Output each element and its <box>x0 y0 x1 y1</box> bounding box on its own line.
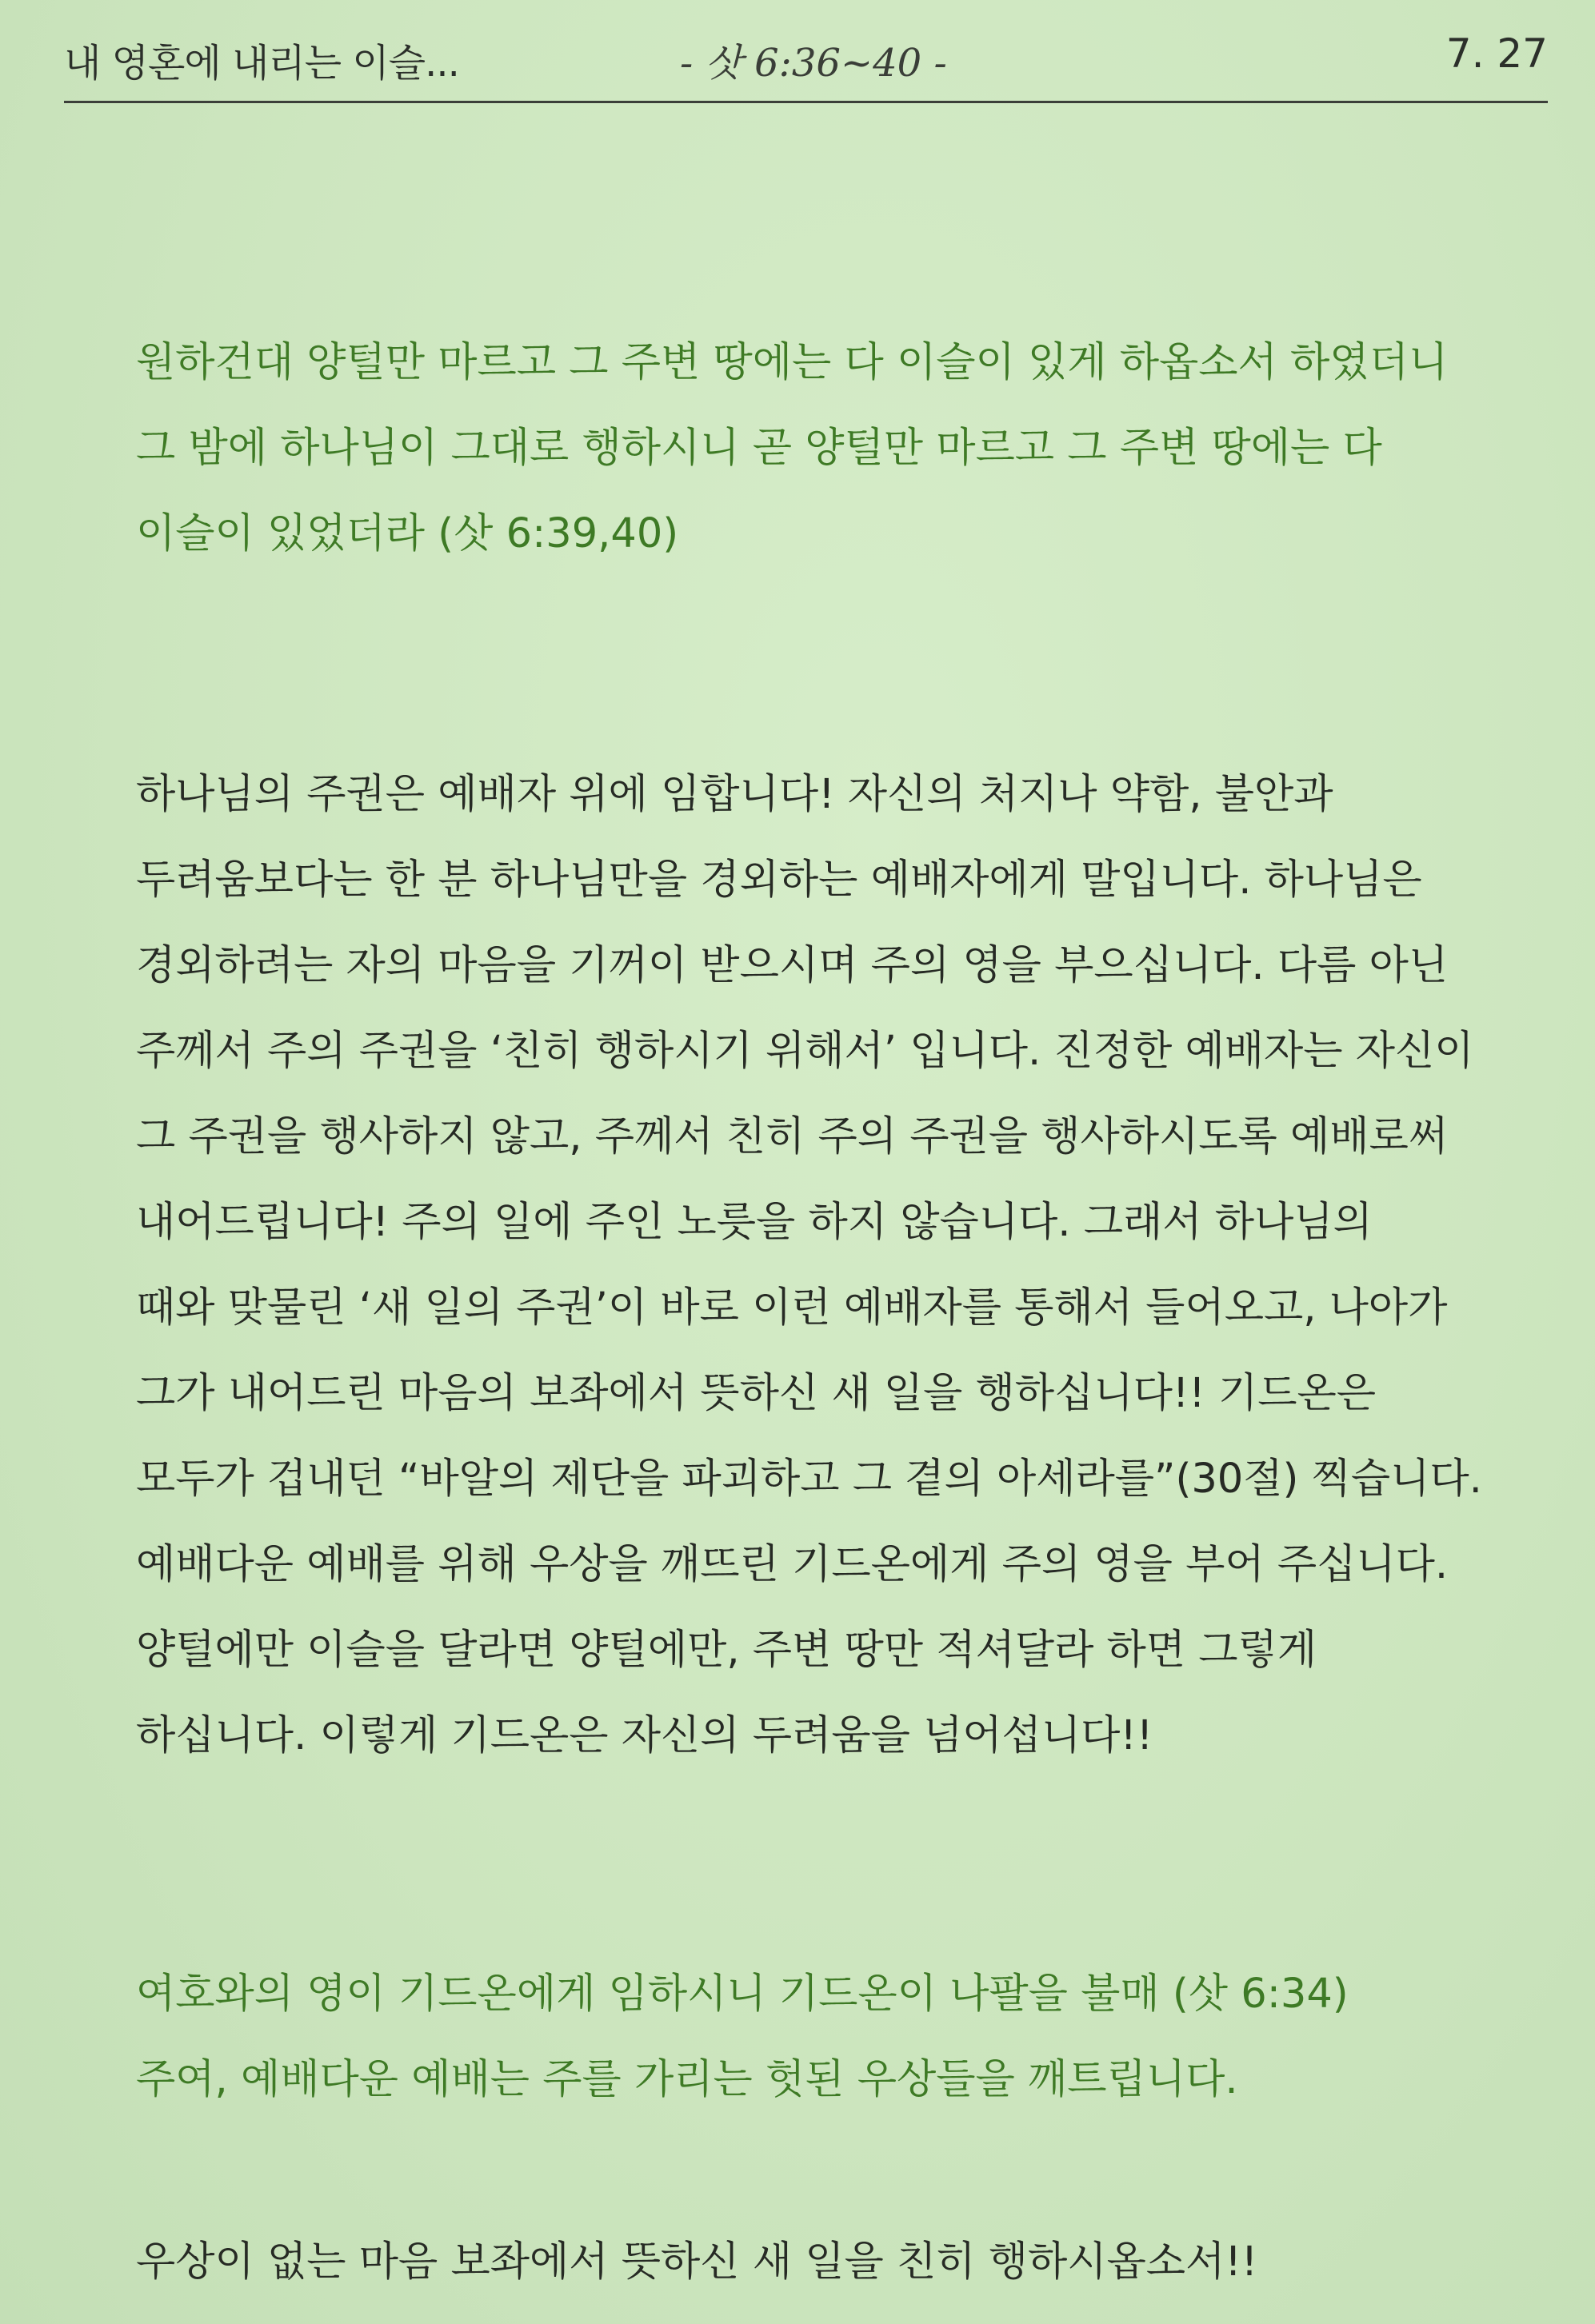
scripture-reference: - 삿 6:36~40 - <box>680 41 947 86</box>
body-line: 경외하려는 자의 마음을 기꺼이 받으시며 주의 영을 부으십니다. 다름 아닌 <box>136 942 1449 989</box>
body-line: 그 주권을 행사하지 않고, 주께서 친히 주의 주권을 행사하시도록 예배로써 <box>136 1113 1449 1160</box>
verse-line: 원하건대 양털만 마르고 그 주변 땅에는 다 이슬이 있게 하옵소서 하였더니 <box>136 339 1449 386</box>
body-line: 하십니다. 이렇게 기드온은 자신의 두려움을 넘어섭니다!! <box>136 1712 1153 1759</box>
verse-line: 이슬이 있었더라 (삿 6:39,40) <box>136 510 679 557</box>
body-line: 두려움보다는 한 분 하나님만을 경외하는 예배자에게 말입니다. 하나님은 <box>136 857 1422 904</box>
body-line: 양털에만 이슬을 달라면 양털에만, 주변 땅만 적셔달라 하면 그렇게 <box>136 1627 1317 1674</box>
opening-verse <box>136 320 1496 577</box>
closing-prayer <box>136 2219 1496 2305</box>
header-divider <box>64 101 1548 103</box>
body-line: 주께서 주의 주권을 ‘친히 행하시기 위해서’ 입니다. 진정한 예배자는 자신이 <box>136 1028 1474 1075</box>
verse-line: 여호와의 영이 기드온에게 임하시니 기드온이 나팔을 불매 (삿 6:34) <box>136 1971 1349 2018</box>
body-line: 내어드립니다! 주의 일에 주인 노릇을 하지 않습니다. 그래서 하나님의 <box>136 1199 1373 1246</box>
body-line: 모두가 겁내던 “바알의 제단을 파괴하고 그 곁의 아세라를”(30절) 찍습니다. <box>136 1455 1482 1503</box>
page-header <box>64 0 1548 104</box>
verse-line: 그 밤에 하나님이 그대로 행하시니 곧 양털만 마르고 그 주변 땅에는 다 <box>136 425 1382 472</box>
body-line: 때와 맞물린 ‘새 일의 주권’이 바로 이런 예배자를 통해서 들어오고, 나아가 <box>136 1284 1448 1332</box>
closing-verse <box>136 1951 1496 2122</box>
meditation-body <box>136 752 1496 1779</box>
body-line: 그가 내어드린 마음의 보좌에서 뜻하신 새 일을 행하십니다!! 기드온은 <box>136 1370 1377 1417</box>
body-line: 하나님의 주권은 예배자 위에 임합니다! 자신의 처지나 약함, 불안과 <box>136 771 1333 818</box>
verse-line: 주여, 예배다운 예배는 주를 가리는 헛된 우상들을 깨트립니다. <box>136 2056 1238 2103</box>
prayer-line: 우상이 없는 마음 보좌에서 뜻하신 새 일을 친히 행하시옵소서!! <box>136 2238 1258 2286</box>
book-title: 내 영혼에 내리는 이슬... <box>64 41 459 86</box>
body-line: 예배다운 예배를 위해 우상을 깨뜨린 기드온에게 주의 영을 부어 주십니다. <box>136 1541 1449 1588</box>
page-date: 7. 27 <box>1445 30 1548 77</box>
